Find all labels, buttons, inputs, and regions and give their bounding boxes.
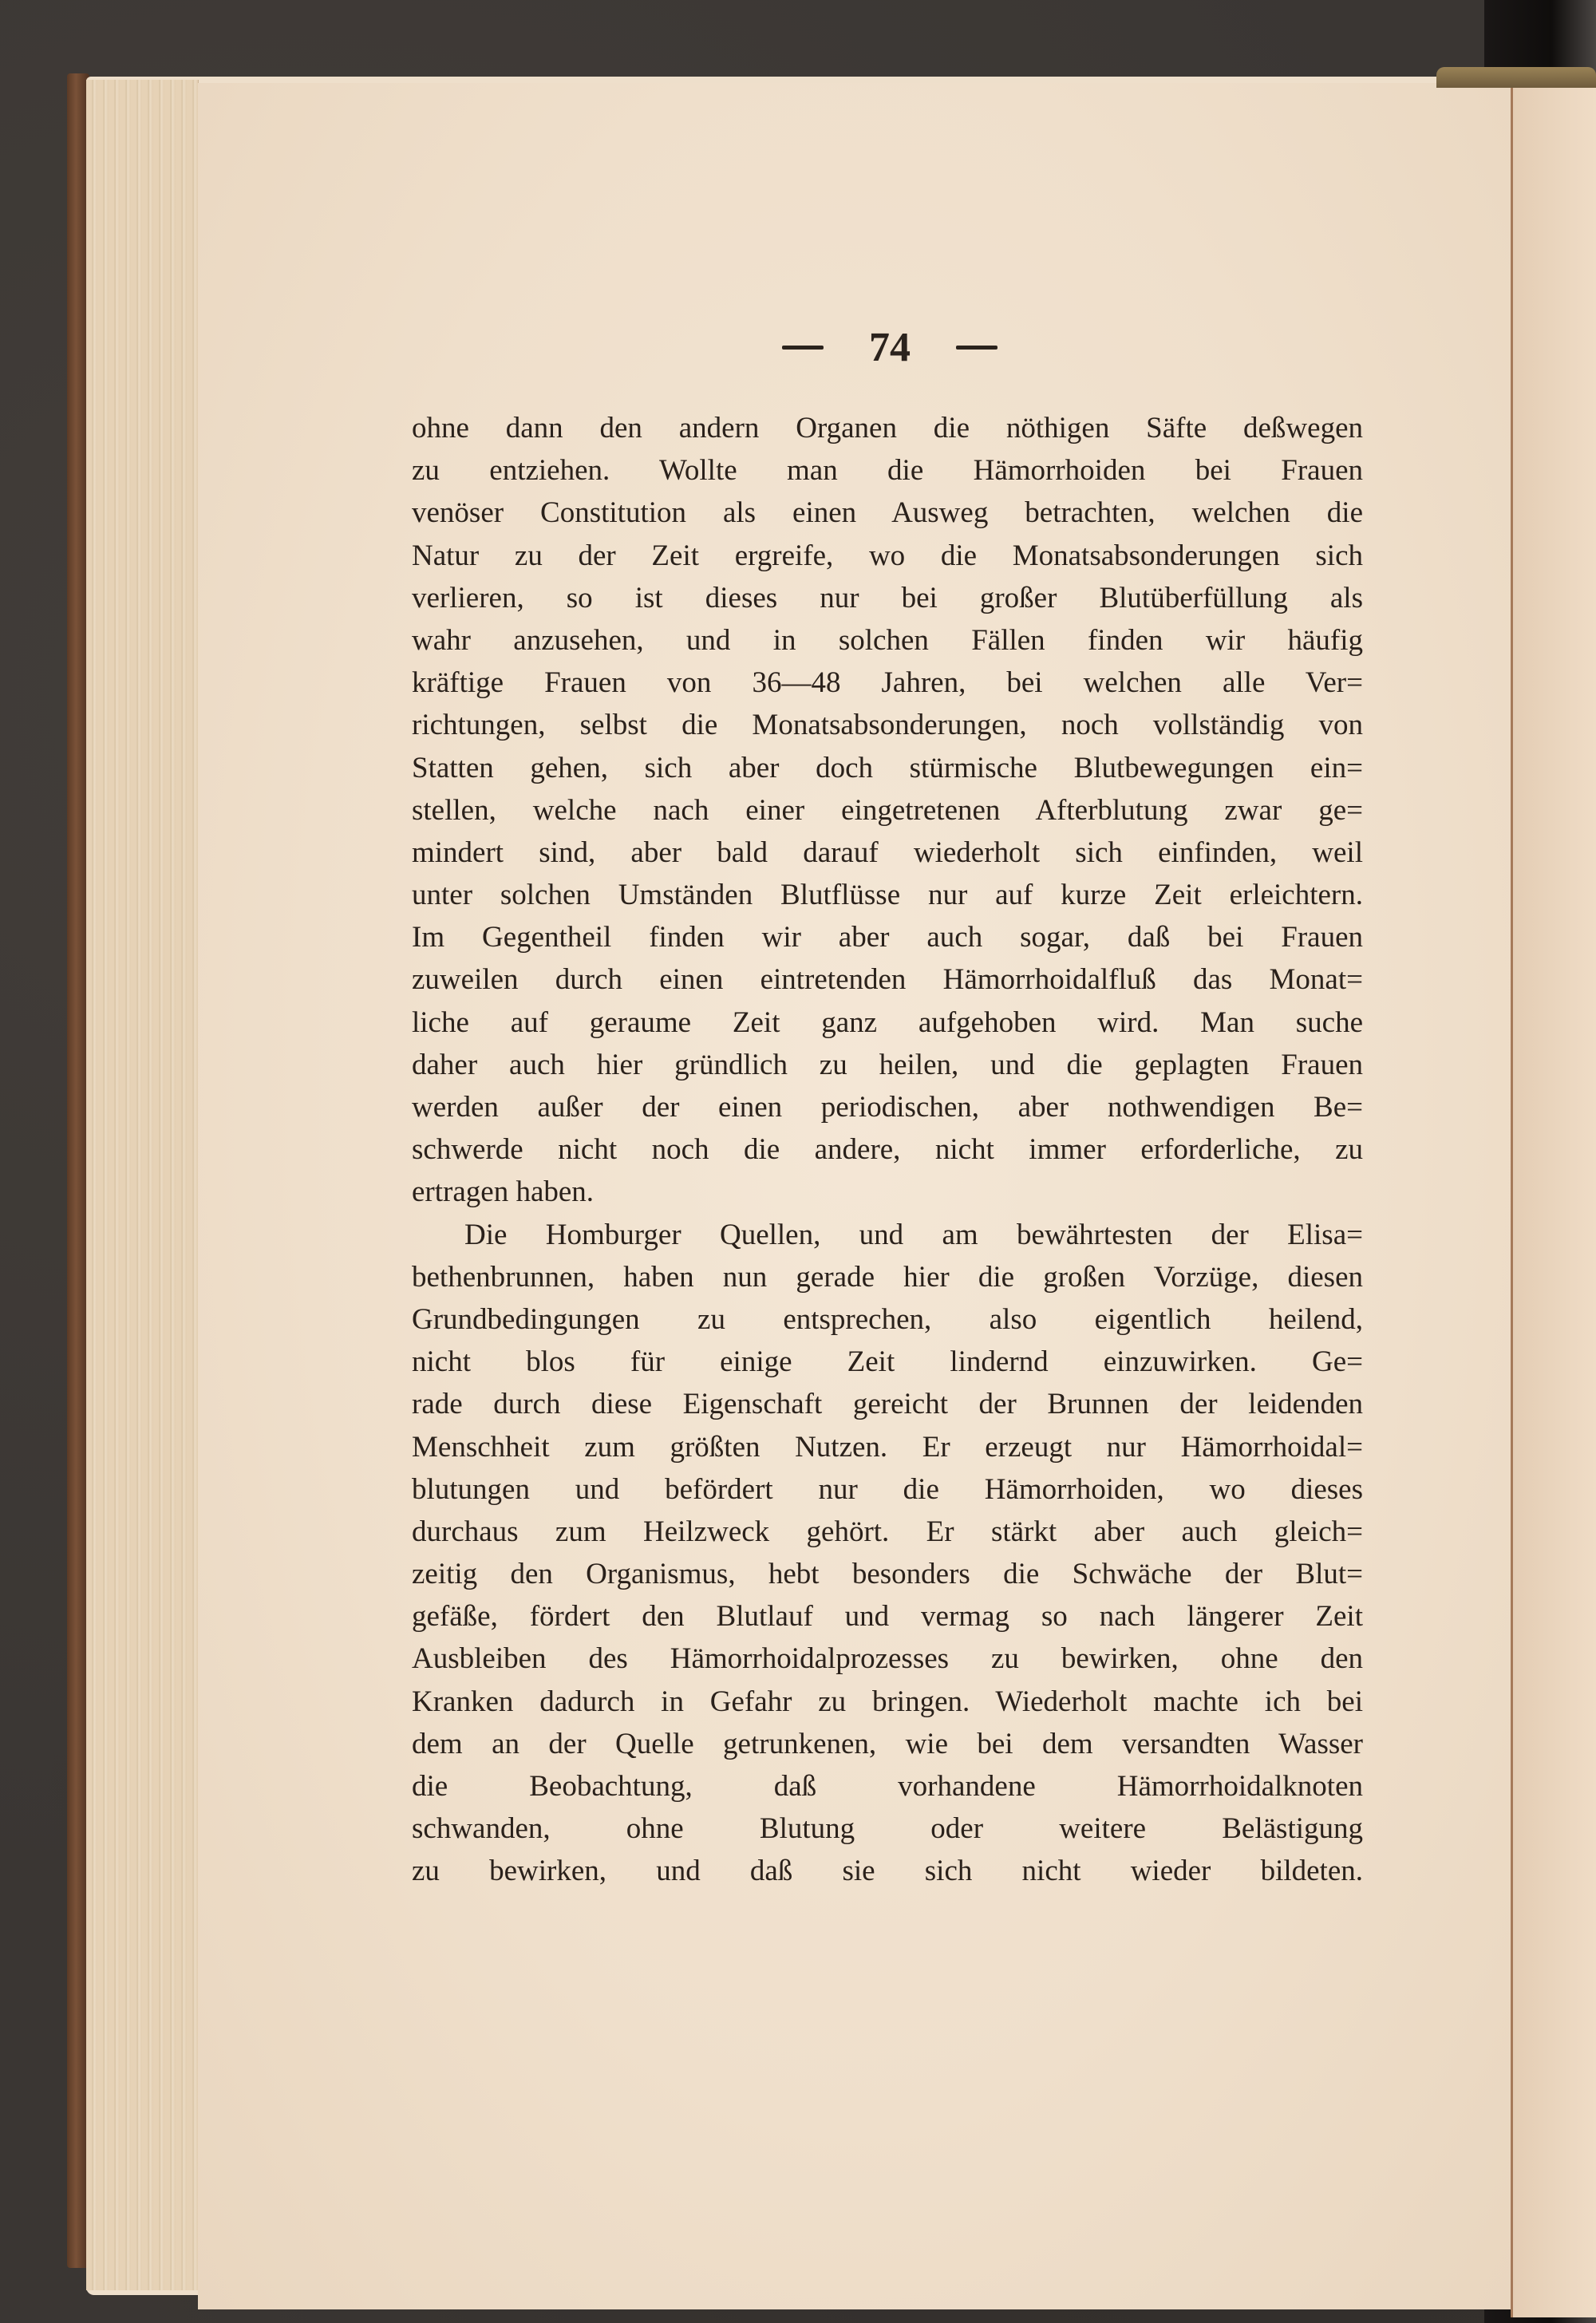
book-top-edge	[1436, 67, 1596, 88]
text-line: zuweilen durch einen eintretenden Hämorrhoidalfluß das Monat=	[412, 963, 1363, 997]
text-line: Natur zu der Zeit ergreife, wo die Monatsabsonderungen sich	[412, 539, 1363, 572]
text-line: schwerde nicht noch die andere, nicht immer erforderliche, zu	[412, 1133, 1363, 1167]
page-number: 74	[869, 324, 911, 370]
text-line: unter solchen Umständen Blutflüsse nur auf kurze Zeit erleichtern.	[412, 879, 1363, 912]
paragraph-start-line: Die Homburger Quellen, und am bewährtesten der Elisa=	[464, 1218, 1363, 1251]
body-text	[412, 407, 1363, 1893]
text-line: wahr anzusehen, und in solchen Fällen finden wir häufig	[412, 623, 1363, 657]
text-line: ohne dann den andern Organen die nöthigen Säfte deßwegen	[412, 412, 1363, 444]
text-line: zeitig den Organismus, hebt besonders die Schwäche der Blut=	[412, 1558, 1363, 1591]
text-line: zu bewirken, und daß sie sich nicht wieder bildeten.	[412, 1855, 1363, 1888]
text-line: dem an der Quelle getrunkenen, wie bei dem versandten Wasser	[412, 1727, 1363, 1760]
text-line: Menschheit zum größten Nutzen. Er erzeugt nur Hämorrhoidal=	[412, 1430, 1363, 1464]
text-line: die Beobachtung, daß vorhandene Hämorrhoidalknoten	[412, 1770, 1363, 1803]
text-line: Ausbleiben des Hämorrhoidalprozesses zu bewirken, ohne den	[412, 1642, 1363, 1676]
header-dash-right	[956, 346, 998, 350]
paragraph-end-line: ertragen haben.	[412, 1175, 595, 1209]
text-line: durchaus zum Heilzweck gehört. Er stärkt aber auch gleich=	[412, 1515, 1363, 1548]
text-line: blutungen und befördert nur die Hämorrhoiden, wo dieses	[412, 1472, 1363, 1506]
page-header	[782, 323, 998, 371]
text-line: daher auch hier gründlich zu heilen, und die geplagten Frauen	[412, 1048, 1363, 1081]
text-line: stellen, welche nach einer eingetretenen Afterblutung zwar ge=	[412, 793, 1363, 827]
text-line: bethenbrunnen, haben nun gerade hier die großen Vorzüge, diesen	[412, 1260, 1363, 1294]
text-line: nicht blos für einige Zeit lindernd einzuwirken. Ge=	[412, 1345, 1363, 1379]
text-line: Kranken dadurch in Gefahr zu bringen. Wiederholt machte ich bei	[412, 1685, 1363, 1718]
text-line: schwanden, ohne Blutung oder weitere Belästigung	[412, 1812, 1363, 1846]
text-line: werden außer der einen periodischen, aber nothwendigen Be=	[412, 1091, 1363, 1124]
text-line: Im Gegentheil finden wir aber auch sogar, daß bei Frauen	[412, 921, 1363, 954]
book-gutter	[1511, 83, 1513, 2317]
text-line: zu entziehen. Wollte man die Hämorrhoiden bei Frauen	[412, 454, 1363, 488]
text-line: rade durch diese Eigenschaft gereicht der Brunnen der leidenden	[412, 1388, 1363, 1421]
text-line: Statten gehen, sich aber doch stürmische Blutbewegungen ein=	[412, 751, 1363, 784]
text-line: verlieren, so ist dieses nur bei großer Blutüberfüllung als	[412, 581, 1363, 614]
header-dash-left	[782, 346, 824, 350]
facing-page	[1513, 83, 1596, 2317]
page-edges	[86, 80, 199, 2290]
text-line: gefäße, fördert den Blutlauf und vermag so nach längerer Zeit	[412, 1600, 1363, 1634]
text-line: kräftige Frauen von 36—48 Jahren, bei welchen alle Ver=	[412, 666, 1363, 700]
text-line: mindert sind, aber bald darauf wiederholt sich einfinden, weil	[412, 836, 1363, 869]
text-line: Grundbedingungen zu entsprechen, also eigentlich heilend,	[412, 1302, 1363, 1336]
text-line: richtungen, selbst die Monatsabsonderungen, noch vollständig von	[412, 709, 1363, 742]
text-line: venöser Constitution als einen Ausweg betrachten, welchen die	[412, 496, 1363, 530]
text-line: liche auf geraume Zeit ganz aufgehoben wird. Man suche	[412, 1005, 1363, 1039]
